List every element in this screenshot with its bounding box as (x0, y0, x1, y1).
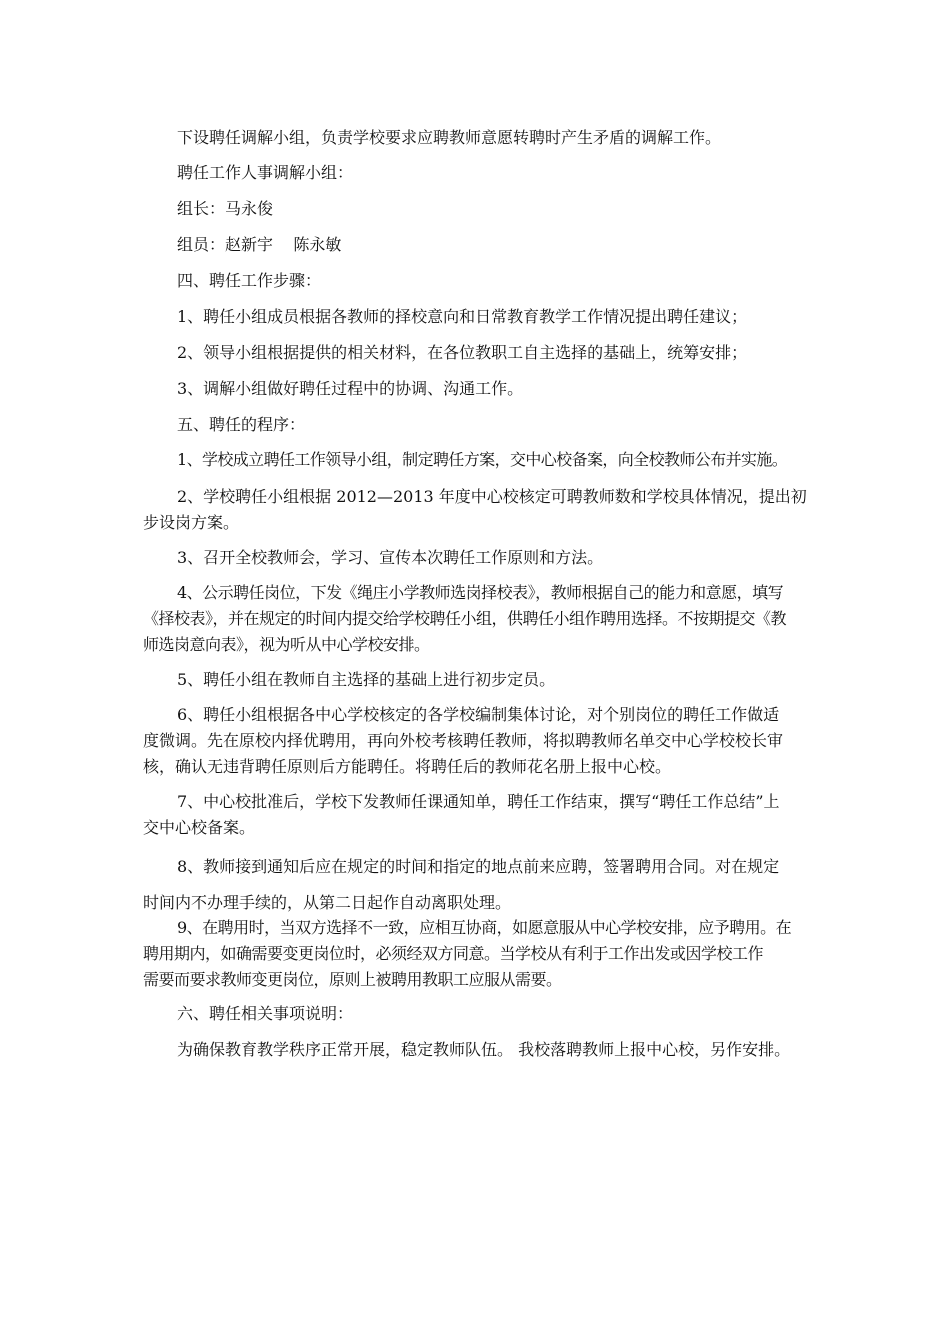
paragraph-line: 《择校表》，并在规定的时间内提交给学校聘任小组，供聘任小组作聘用选择。不按期提交《教 (143, 609, 787, 628)
section-heading-procedure (177, 412, 810, 438)
paragraph-text: 3、调解小组做好聘任过程中的协调、沟通工作。 (177, 379, 524, 398)
paragraph-text: 下设聘任调解小组，负责学校要求应聘教师意愿转聘时产生矛盾的调解工作。 (177, 128, 722, 147)
paragraph-text: 为确保教育教学秩序正常开展，稳定教师队伍。 我校落聘教师上报中心校，另作安排。 (177, 1040, 791, 1059)
paragraph-procedure-8 (143, 849, 810, 921)
paragraph-text: 3、召开全校教师会，学习、宣传本次聘任工作原则和方法。 (177, 548, 604, 567)
paragraph-line: 8、教师接到通知后应在规定的时间和指定的地点前来应聘，签署聘用合同。对在规定 (177, 857, 780, 876)
section-heading-steps (177, 268, 810, 294)
paragraph-step-2 (177, 340, 810, 366)
paragraph-text: 六、聘任相关事项说明： (177, 1004, 354, 1023)
paragraph-line: 7、中心校批准后，学校下发教师任课通知单，聘任工作结束，撰写“聘任工作总结”上 (177, 792, 780, 811)
paragraph-procedure-2 (143, 484, 810, 536)
paragraph-line: 师选岗意向表》，视为听从中心学校安排。 (143, 635, 430, 654)
paragraph-text: 组员：赵新宇 陈永敏 (177, 235, 342, 254)
paragraph-line: 核，确认无违背聘任原则后方能聘任。将聘任后的教师花名册上报中心校。 (143, 757, 672, 776)
paragraph-notes (177, 1037, 810, 1063)
paragraph-line: 交中心校备案。 (143, 818, 256, 837)
paragraph-text: 1、学校成立聘任工作领导小组，制定聘任方案，交中心校备案，向全校教师公布并实施。 (177, 450, 788, 469)
paragraph-procedure-4 (143, 580, 810, 658)
paragraph-text: 5、聘任小组在教师自主选择的基础上进行初步定员。 (177, 670, 556, 689)
paragraph-text: 组长：马永俊 (177, 199, 274, 218)
paragraph-text: 1、聘任小组成员根据各教师的择校意向和日常教育教学工作情况提出聘任建议； (177, 307, 748, 326)
paragraph-line: 2、学校聘任小组根据 2012—2013 年度中心校核定可聘教师数和学校具体情况，提出初 (177, 487, 807, 506)
paragraph-group-members (177, 232, 810, 258)
paragraph-line: 6、聘任小组根据各中心学校核定的各学校编制集体讨论，对个别岗位的聘任工作做适 (177, 705, 780, 724)
paragraph-line: 度微调。先在原校内择优聘用，再向外校考核聘任教师，将拟聘教师名单交中心学校校长审 (143, 731, 784, 750)
paragraph-line: 9、在聘用时，当双方选择不一致，应相互协商，如愿意服从中心学校安排，应予聘用。在 (177, 918, 792, 937)
paragraph-line: 4、公示聘任岗位，下发《绳庄小学教师选岗择校表》，教师根据自己的能力和意愿，填写 (177, 583, 784, 602)
paragraph-group-leader (177, 196, 810, 222)
paragraph-procedure-6 (143, 702, 810, 780)
paragraph-mediation-group-intro (177, 125, 810, 151)
paragraph-procedure-1 (177, 447, 810, 473)
paragraph-procedure-9 (143, 915, 810, 993)
paragraph-step-1 (177, 304, 810, 330)
paragraph-line: 需要而要求教师变更岗位，原则上被聘用教职工应服从需要。 (143, 970, 562, 989)
paragraph-procedure-5 (177, 667, 810, 693)
paragraph-text: 2、领导小组根据提供的相关材料，在各位教职工自主选择的基础上，统筹安排； (177, 343, 748, 362)
paragraph-line: 步设岗方案。 (143, 513, 240, 532)
paragraph-procedure-7 (143, 789, 810, 841)
section-heading-notes (177, 1001, 810, 1027)
paragraph-procedure-3 (177, 545, 810, 571)
paragraph-text: 聘任工作人事调解小组： (177, 163, 354, 182)
paragraph-text: 五、聘任的程序： (177, 415, 306, 434)
paragraph-step-3 (177, 376, 810, 402)
paragraph-line: 时间内不办理手续的，从第二日起作自动离职处理。 (143, 893, 512, 912)
paragraph-mediation-group-heading (177, 160, 810, 186)
paragraph-text: 四、聘任工作步骤： (177, 271, 322, 290)
paragraph-line: 聘用期内，如确需要变更岗位时，必须经双方同意。当学校从有利于工作出发或因学校工作 (143, 944, 764, 963)
